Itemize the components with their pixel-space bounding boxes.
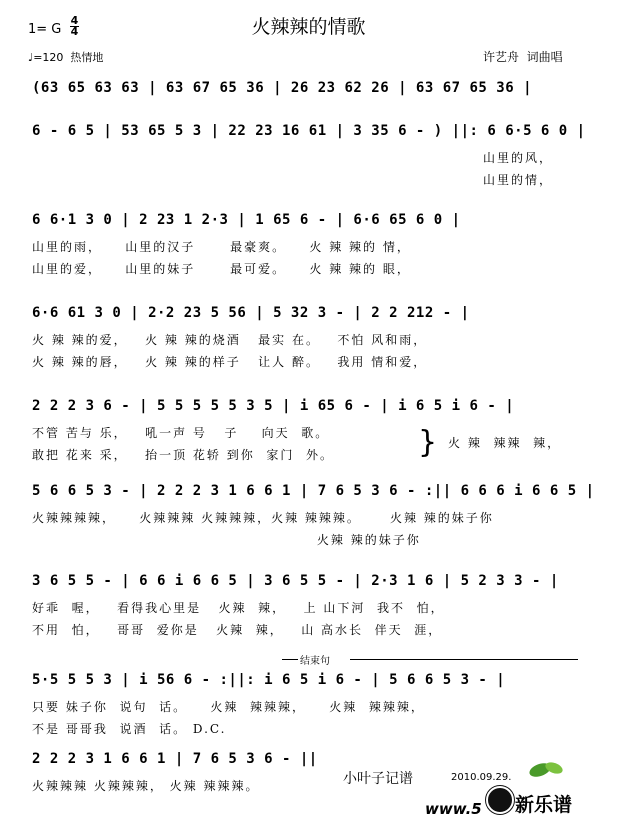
time-signature: [70, 16, 79, 37]
lyric-line-2: 火 辣 辣的唇， 火 辣 辣的样子 让人 醉。 我用 情和爱，: [32, 355, 428, 369]
end-mark-label: 结束句: [300, 656, 330, 667]
notes-line: 6·6 61 3 0 | 2·2 23 5 56 | 5 32 3 - | 2 2 212 - |: [32, 305, 470, 321]
lyric-line-1: 山里的风，: [483, 151, 554, 165]
transcription-date: 2010.09.29.: [451, 772, 512, 783]
notes-line: 3 6 5 5 - | 6 6 i 6 6 5 | 3 6 5 5 - | 2·3 1 6 | 5 2 3 3 - |: [32, 573, 559, 589]
lyric-line-1: 火辣辣辣辣， 火辣辣辣 火辣辣辣，火辣 辣辣辣。 火辣 辣的妹子你: [32, 511, 494, 525]
notes-line: 2 2 2 3 1 6 6 1 | 7 6 5 3 6 - ||: [32, 751, 318, 767]
notes-line: 6 - 6 5 | 53 65 5 3 | 22 23 16 61 | 3 35 6 - ) ||: 6 6·5 6 0 |: [32, 123, 586, 139]
brace-symbol: }: [418, 425, 438, 460]
author-credit: 许艺舟 词曲唱: [483, 50, 563, 64]
lyric-line-2: 敢把 花来 采， 抬一顶 花轿 到你 家门 外。: [32, 448, 334, 462]
disc-logo-icon: [486, 786, 514, 814]
end-mark-line-left: [282, 659, 298, 660]
notes-line: 6 6·1 3 0 | 2 23 1 2·3 | 1 65 6 - | 6·6 65 6 0 |: [32, 212, 461, 228]
lyric-line-1: 不管 苦与 乐， 吼一声 号 子 向天 歌。: [32, 426, 330, 440]
website-text: www.5: [425, 800, 482, 818]
notes-line: (63 65 63 63 | 63 67 65 36 | 26 23 62 26 | 63 67 65 36 |: [32, 80, 533, 96]
site-logo-text: 新乐谱: [515, 794, 573, 816]
lyric-right: 火 辣 辣辣 辣，: [448, 436, 562, 450]
lyric-line-2: 山里的情，: [483, 173, 554, 187]
lyric-line-1: 只要 妹子你 说句 话。 火辣 辣辣辣， 火辣 辣辣辣，: [32, 700, 425, 714]
time-sig-top: 4: [70, 14, 79, 27]
tempo-marking: ♩=120 热情地: [28, 51, 104, 64]
song-title: 火辣辣的情歌: [251, 16, 366, 38]
time-sig-bottom: 4: [70, 25, 79, 38]
leaf-icon: [528, 758, 564, 780]
lyric-line-2: 不是 哥哥我 说酒 话。 D.C.: [32, 722, 227, 736]
transcriber-signature: 小叶子记谱: [343, 771, 413, 787]
lyric-line-2: 不用 怕， 哥哥 爱你是 火辣 辣， 山 高水长 伴天 涯，: [32, 623, 443, 637]
lyric-line-1: 好乖 喔， 看得我心里是 火辣 辣， 上 山下河 我不 怕，: [32, 601, 445, 615]
notes-line: 5 6 6 5 3 - | 2 2 2 3 1 6 6 1 | 7 6 5 3 6 - :|| 6 6 6 i 6 6 5 |: [32, 483, 595, 499]
lyric-line-1: 山里的雨， 山里的汉子 最豪爽。 火 辣 辣的 情，: [32, 240, 411, 254]
key-signature: 1= G: [28, 22, 62, 37]
lyric-line-1: 火辣辣辣 火辣辣辣， 火辣 辣辣辣。: [32, 779, 260, 793]
lyric-line-1: 火 辣 辣的爱， 火 辣 辣的烧酒 最实 在。 不怕 风和雨，: [32, 333, 428, 347]
notes-line: 2 2 2 3 6 - | 5 5 5 5 5 3 5 | i 65 6 - | i 6 5 i 6 - |: [32, 398, 515, 414]
end-mark-line-right: [350, 659, 578, 660]
notes-line: 5·5 5 5 3 | i 56 6 - :||: i 6 5 i 6 - | 5 6 6 5 3 - |: [32, 672, 506, 688]
lyric-line-2: 山里的爱， 山里的妹子 最可爱。 火 辣 辣的 眼，: [32, 262, 411, 276]
lyric-line-2: 火辣 辣的妹子你: [32, 533, 421, 547]
